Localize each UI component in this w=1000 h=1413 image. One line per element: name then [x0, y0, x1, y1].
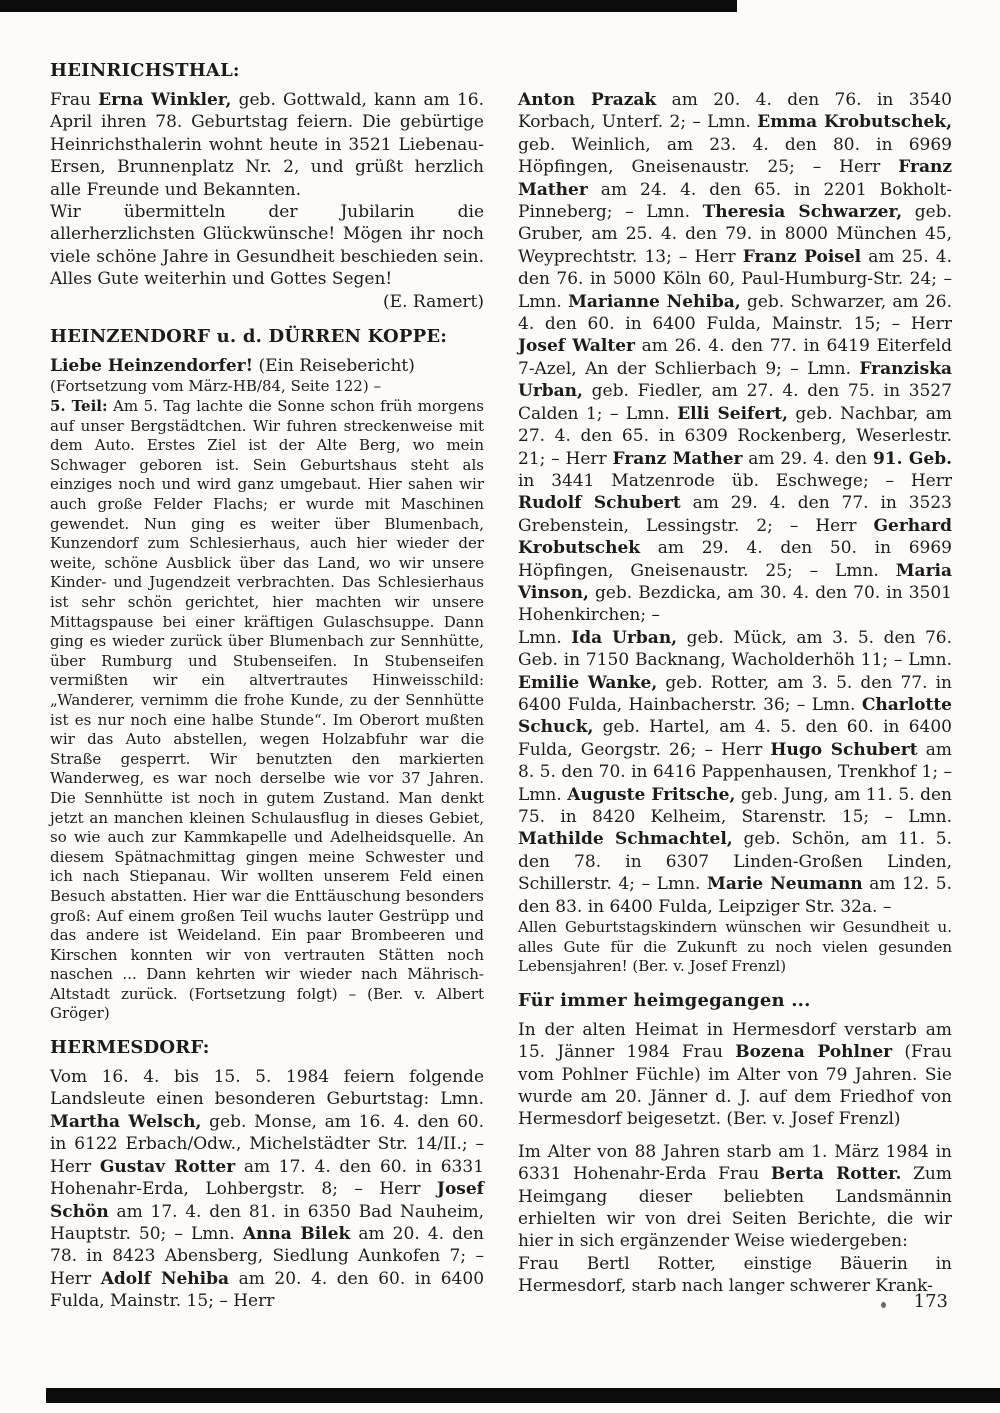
bold-text-run: Berta Rotter. [770, 1164, 902, 1185]
bold-text-run: Bozena Pohlner [735, 1042, 893, 1063]
para-rotter-obituary-continued [518, 1253, 952, 1298]
bold-text-run: Auguste Fritsche, [567, 784, 736, 805]
heading-heinzendorf [50, 326, 484, 348]
text-run: HEINRICHSTHAL: [50, 60, 240, 81]
text-run: (Ein Reisebericht) [253, 356, 415, 377]
text-run: (Fortsetzung vom März-HB/84, Seite 122) – [50, 377, 381, 396]
bold-text-run: Adolf Nehiba [100, 1268, 230, 1289]
bold-text-run: Josef Walter [518, 336, 635, 357]
para-fortsetzung-note [50, 377, 484, 397]
bold-text-run: Ida Urban, [571, 627, 678, 648]
bold-text-run: Liebe Heinzendorfer! [50, 356, 254, 377]
bold-text-run: Emma Krobutschek, [757, 112, 952, 133]
bold-text-run: Josef Schön [50, 1179, 484, 1222]
bold-text-run: Marianne Nehiba, [568, 291, 741, 312]
text-run: am 20. 4. den 60. in 6400 Fulda, Mainstr. 15; – Herr [50, 1268, 485, 1312]
bold-text-run: Hugo Schubert [770, 739, 918, 760]
bold-text-run: Franz Mather [518, 157, 952, 200]
text-run: (E. Ramert) [383, 291, 484, 312]
bold-text-run: Emilie Wanke, [518, 672, 658, 693]
text-run: am 17. 4. den 81. in 6350 Bad Nauheim, Hauptstr. 50; – Lmn. [50, 1201, 484, 1244]
para-reisebericht-teil5 [50, 397, 484, 1024]
text-run: am 25. 4. den 76. in 5000 Köln 60, Paul-Humburg-Str. 24; – Lmn. [518, 246, 952, 312]
text-run: geb. Schön, am 11. 5. den 78. in 6307 Linden-Großen Linden, Schillerstr. 4; – Lmn. [518, 829, 952, 895]
heading-hermesdorf [50, 1037, 484, 1059]
para-birthday-wishes [518, 918, 952, 977]
page-number: 173 [913, 1291, 948, 1312]
bold-text-run: Marie Neumann [707, 874, 863, 895]
text-run: geb. Fiedler, am 27. 4. den 75. in 3527 Calden 1; – Lmn. [518, 381, 952, 424]
bold-text-run: Martha Welsch, [50, 1111, 202, 1132]
bold-text-run: Gerhard Krobutschek [518, 515, 952, 559]
text-run: geb. Gottwald, kann am 16. April ihren 78. Geburtstag feiern. Die gebürtige Heinrichsthalerin wohnt heute in 3521 Liebenau-Ersen, Brunnenplatz Nr. 2, und grüßt herzlich alle Freunde und Bekannten. [50, 90, 484, 200]
bold-text-run: Rudolf Schubert [518, 493, 681, 514]
text-run: geb. Jung, am 11. 5. den 75. in 8420 Kelheim, Starenstr. 15; – Lmn. [518, 784, 952, 827]
text-run: geb. Rotter, am 3. 5. den 77. in 6400 Fulda, Hainbacherstr. 36; – Lmn. [518, 672, 953, 715]
text-run: am 12. 5. den 83. in 6400 Fulda, Leipziger Str. 32a. – [518, 874, 952, 917]
text-run: am 26. 4. den 77. in 6419 Eiterfeld 7-Azel, An der Schlierbach 9; – Lmn. [518, 336, 952, 379]
text-run: am 20. 4. den 78. in 8423 Abensberg, Siedlung Aunkofen 7; – Herr [50, 1223, 485, 1289]
bold-text-run: Charlotte Schuck, [518, 694, 952, 738]
para-reisebericht-title [50, 355, 484, 377]
text-run: (Frau vom Pohlner Füchle) im Alter von 79 Jahren. Sie wurde am 20. Jänner d. J. auf dem Friedhof von Hermesdorf beigesetzt. (Ber. v. Josef Frenzl) [518, 1042, 952, 1130]
para-birthdays-april [50, 1066, 484, 1312]
text-run: HEINZENDORF u. d. DÜRREN KOPPE: [50, 326, 448, 348]
bold-text-run: Franz Mather [612, 448, 743, 469]
bold-text-run: Erna Winkler, [98, 90, 232, 110]
top-edge-scan-bar [0, 0, 737, 12]
text-run: Zum Heimgang dieser beliebten Landsmännin erhielten wir von drei Seiten Berichte, die wir hier in sich ergänzender Weise wiedergeben: [518, 1164, 952, 1252]
para-rotter-obituary [518, 1141, 952, 1253]
text-run: Vom 16. 4. bis 15. 5. 1984 feiern folgende Landsleute einen besonderen Geburtstag: Lmn. [50, 1067, 484, 1110]
text-run: Für immer heimgegangen ... [518, 989, 811, 1011]
text-run: am 8. 5. den 70. in 6416 Pappenhausen, Trenkhof 1; – Lmn. [518, 739, 952, 805]
text-run: Im Alter von 88 Jahren starb am 1. März 1984 in 6331 Hohenahr-Erda Frau [518, 1141, 952, 1185]
text-columns [50, 60, 952, 1313]
text-run: Wir übermitteln der Jubilarin die allerherzlichsten Glückwünsche! Mögen ihr noch viele schöne Jahre in Gesundheit beschieden sein. Alles Gute weiterhin und Gottes Segen! [50, 202, 484, 290]
text-run: am 29. 4. den [742, 448, 873, 469]
text-run: in 3441 Matzenrode üb. Eschwege; – Herr [518, 470, 952, 491]
text-run: geb. Nachbar, am 27. 4. den 65. in 6309 Rockenberg, Weserlestr. 21; – Herr [518, 403, 952, 469]
heading-heinrichsthal [50, 60, 484, 82]
text-run: am 24. 4. den 65. in 2201 Bokholt-Pinneberg; – Lmn. [518, 179, 952, 223]
para-winkler-birthday [50, 89, 484, 201]
heading-fuer-immer-heimgegangen [518, 990, 952, 1012]
para-winkler-congratulations [50, 201, 484, 291]
para-pohlner-obituary [518, 1019, 952, 1131]
scan-speck [881, 1302, 886, 1308]
para-birthdays-may [518, 627, 952, 918]
bold-text-run: Gustav Rotter [99, 1156, 236, 1177]
text-run: geb. Hartel, am 4. 5. den 60. in 6400 Fulda, Georgstr. 26; – Herr [518, 717, 952, 760]
bold-text-run: Mathilde Schmachtel, [518, 829, 733, 850]
text-run: Lmn. [518, 627, 572, 648]
signature-ramert [50, 291, 484, 313]
text-run: am 29. 4. den 77. in 3523 Grebenstein, Lessingstr. 2; – Herr [518, 493, 952, 536]
text-run: geb. Weinlich, am 23. 4. den 80. in 6969 Höpfingen, Gneisenaustr. 25; – Herr [518, 134, 952, 178]
text-run: am 20. 4. den 76. in 3540 Korbach, Unterf. 2; – Lmn. [518, 90, 952, 133]
text-run: Allen Geburtstagskindern wünschen wir Gesundheit u. alles Gute für die Zukunft zu noch vielen gesunden Lebensjahren! (Ber. v. Josef Frenzl) [518, 918, 952, 976]
bold-text-run: Theresia Schwarzer, [702, 202, 903, 223]
left-column [50, 60, 484, 1313]
bold-text-run: Maria Vinson, [518, 560, 952, 603]
right-column [518, 60, 952, 1313]
bold-text-run: Elli Seifert, [677, 403, 788, 424]
bold-text-run: Anna Bilek [242, 1223, 351, 1244]
text-run: am 29. 4. den 50. in 6969 Höpfingen, Gneisenaustr. 25; – Lmn. [518, 538, 952, 581]
text-run: HERMESDORF: [50, 1037, 210, 1059]
bold-text-run: 91. Geb. [872, 448, 952, 469]
text-run: geb. Mück, am 3. 5. den 76. Geb. in 7150 Backnang, Wacholderhöh 11; – Lmn. [518, 627, 952, 671]
para-birthdays-april-continued [518, 89, 952, 627]
bold-text-run: 5. Teil: [50, 397, 108, 416]
text-run: Am 5. Tag lachte die Sonne schon früh morgens auf unser Bergstädtchen. Wir fuhren streckenweise mit dem Auto. Erstes Ziel ist der Alte Berg, wo mein Schwager geboren ist. Sein Geburtshaus steht als einziges noch und wird ganz umgebaut. Hier sahen wir auch große Felder Flachs; er wurde mit Maschinen gewendet. Nun ging es weiter über Blumenbach, Kunzendorf zum Schlesierhaus, auch hier wieder der weite, schöne Ausblick über das Land, wo wir unsere Kinder- und Jugendzeit verbrachten. Das Schlesierhaus ist sehr schön gerichtet, hier machten wir unsere Mittagspause bei einer kräftigen Gulaschsuppe. Dann ging es wieder zurück über Blumenbach zur Sennhütte, über Rumburg und Stubenseifen. In Stubenseifen vermißten wir ein altvertrautes Hinweisschild: „Wanderer, vernimm die frohe Kunde, zu der Sennhütte ist es nur noch eine halbe Stunde“. Im Oberort mußten wir das Auto abstellen, wegen Holzabfuhr war die Straße gesperrt. Wir benutzten den markierten Wanderweg, es war noch derselbe wie vor 37 Jahren. Die Sennhütte ist noch in gutem Zustand. Man denkt jetzt an manchen kleinen Schulausflug in dieses Gebiet, so wie auch zur Kammkapelle und Adelheidsquelle. An diesem Spätnachmittag gingen meine Schwester und ich nach Stiepanau. Wir wollten unserem Feld einen Besuch abstatten. Hier war die Enttäuschung besonders groß: Auf einem großen Teil wuchs lauter Gestrüpp und das andere ist Weideland. Ein paar Brombeeren und Kirschen konnten wir von vertrauten Stätten noch naschen ... Dann kehrten wir wieder nach Mährisch-Altstadt zurück. (Fortsetzung folgt) – (Ber. v. Albert Gröger) [50, 397, 484, 1023]
text-run: geb. Schwarzer, am 26. 4. den 60. in 6400 Fulda, Mainstr. 15; – Herr [518, 291, 952, 335]
text-run: geb. Gruber, am 25. 4. den 79. in 8000 München 45, Weyprechtstr. 13; – Herr [518, 202, 952, 267]
bottom-edge-scan-bar [46, 1388, 1000, 1403]
bold-text-run: Franziska Urban, [518, 358, 952, 402]
text-run: In der alten Heimat in Hermesdorf verstarb am 15. Jänner 1984 Frau [518, 1019, 952, 1063]
text-run: geb. Bezdicka, am 30. 4. den 70. in 3501 Hohenkirchen; – [518, 582, 952, 626]
text-run: Frau Bertl Rotter, einstige Bäuerin in Hermesdorf, starb nach langer schwerer Krank- [518, 1253, 952, 1297]
text-run: geb. Monse, am 16. 4. den 60. in 6122 Erbach/Odw., Michelstädter Str. 14/II.; – Herr [50, 1111, 484, 1177]
text-run: Frau [50, 90, 99, 110]
text-run: am 17. 4. den 60. in 6331 Hohenahr-Erda, Lohbergstr. 8; – Herr [50, 1156, 485, 1200]
bold-text-run: Anton Prazak [518, 90, 657, 110]
bold-text-run: Franz Poisel [742, 246, 862, 267]
